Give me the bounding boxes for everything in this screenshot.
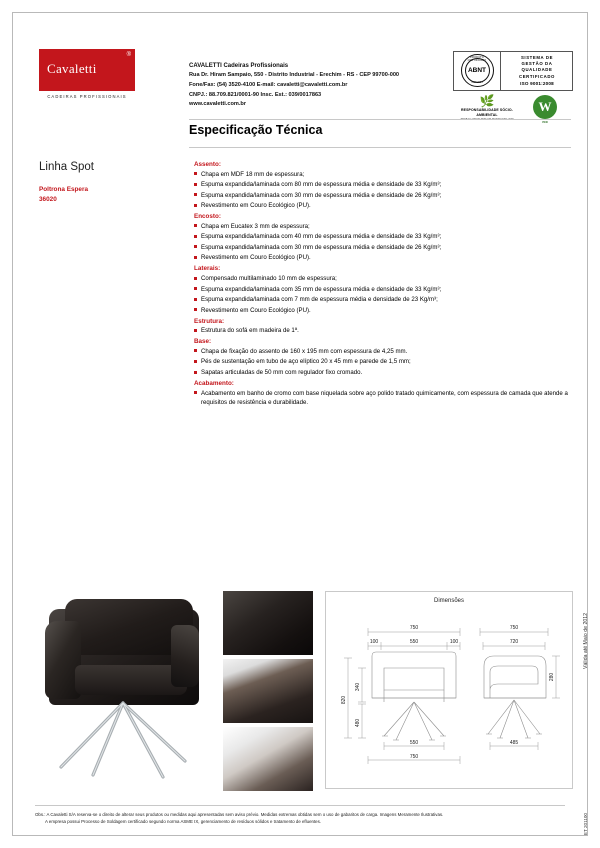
bullet-icon — [194, 172, 197, 175]
list-item — [189, 232, 577, 241]
socio-ambiental-sub: TRABALHAMOS POR UM MUNDO MELHOR — [460, 118, 514, 122]
header-divider-top — [189, 119, 571, 120]
bullet-icon — [194, 391, 197, 394]
list-item-text: Espuma expandida/laminada com 30 mm de espessura média e densidade de 26 Kg/m³; — [201, 243, 442, 251]
specification-list — [189, 161, 577, 408]
iso-line-3: QUALIDADE — [521, 67, 553, 73]
header-divider-bottom — [189, 147, 571, 148]
document-page — [12, 12, 588, 836]
list-item — [189, 306, 577, 315]
list-item — [189, 201, 577, 210]
list-item-text: Revestimento em Couro Ecológico (PU). — [201, 202, 311, 210]
bullet-icon — [194, 183, 197, 186]
w-badge-icon: W — [533, 95, 557, 119]
registered-icon: ® — [126, 52, 131, 58]
dim-front-side-right: 100 — [449, 639, 459, 645]
dim-front-side-left: 100 — [369, 639, 379, 645]
certification-badge — [453, 51, 573, 91]
list-item-text: Revestimento em Couro Ecológico (PU). — [201, 254, 311, 262]
dim-front-seat-height: 340 — [355, 682, 361, 692]
validity-label: Válida até Maio de 2012 — [583, 613, 589, 669]
bullet-icon — [194, 277, 197, 280]
iso-certification-text — [500, 52, 572, 90]
product-line: Linha Spot — [39, 161, 94, 173]
w-badge-caption: eco — [542, 120, 548, 124]
dimensions-title: Dimensões — [433, 598, 464, 604]
dim-front-floor-width: 750 — [409, 754, 419, 760]
dim-side-height: 280 — [549, 672, 555, 682]
page-title: Especificação Técnica — [189, 123, 323, 137]
list-item-text: Chapa em Eucatex 3 mm de espessura; — [201, 222, 310, 230]
list-item — [189, 253, 577, 262]
list-item-text: Estrutura do sofá em madeira de 1ª. — [201, 327, 299, 335]
section-title-encosto: Encosto: — [194, 213, 221, 221]
abnt-seal-top-text: PRODUTO CERTIFICADO — [467, 56, 487, 62]
logo-brand-text: Cavaletti — [47, 61, 97, 76]
bullet-icon — [194, 224, 197, 227]
leaf-icon: 🌿 — [479, 94, 495, 108]
company-address: Rua Dr. Hiram Sampaio, 550 - Distrito Industrial - Erechim - RS - CEP 99700-000 — [189, 72, 400, 79]
bullet-icon — [194, 349, 197, 352]
dim-side-depth: 750 — [509, 625, 519, 631]
footer-divider — [35, 805, 565, 806]
list-item — [189, 243, 577, 252]
company-info — [189, 61, 469, 110]
list-item-text: Sapatas articuladas de 50 mm com regulador fixo cromado. — [201, 368, 363, 376]
section-title-laterais: Laterais: — [194, 265, 221, 273]
bullet-icon — [194, 308, 197, 311]
dim-side-base-depth: 485 — [509, 740, 519, 746]
list-item — [189, 170, 577, 179]
product-name: Poltrona Espera — [39, 186, 89, 193]
product-photo-detail-3 — [223, 727, 313, 791]
list-item — [189, 368, 577, 377]
socio-ambiental-badge — [455, 95, 519, 121]
list-item-text: Espuma expandida/laminada com 35 mm de espessura média e densidade de 33 Kg/m³; — [201, 285, 442, 293]
list-item — [189, 285, 577, 294]
list-item — [189, 180, 577, 189]
logo-mark — [39, 49, 135, 91]
list-item — [189, 389, 577, 407]
dim-front-base-height: 480 — [355, 718, 361, 728]
technical-drawing-svg — [332, 610, 566, 782]
bullet-icon — [194, 371, 197, 374]
company-contact: Fone/Fax: (54) 3520-4100 E-mail: cavaletti@cavaletti.com.br — [189, 81, 348, 88]
product-photo-detail-1 — [223, 591, 313, 655]
list-item — [189, 347, 577, 356]
logo-tagline: CADEIRAS PROFISSIONAIS — [47, 94, 127, 99]
abnt-seal-label: ABNT — [467, 66, 487, 74]
bullet-icon — [194, 287, 197, 290]
iso-line-1: SISTEMA DE — [520, 55, 554, 60]
iso-line-4: CERTIFICADO — [519, 73, 555, 79]
bullet-icon — [194, 329, 197, 332]
bullet-icon — [194, 193, 197, 196]
dim-front-base-width: 550 — [409, 740, 419, 746]
bullet-icon — [194, 245, 197, 248]
dim-side-seat-depth: 720 — [509, 639, 519, 645]
dim-front-total-height: 820 — [341, 695, 347, 705]
bullet-icon — [194, 256, 197, 259]
product-photo-detail-2 — [223, 659, 313, 723]
list-item — [189, 326, 577, 335]
company-cnpj: CNPJ.: 88.709.821/0001-90 Insc. Est.: 039/0017863 — [189, 91, 322, 98]
list-item-text: Espuma expandida/laminada com 30 mm de espessura média e densidade de 26 Kg/m³; — [201, 191, 442, 199]
list-item-text: Chapa de fixação do assento de 160 x 195 mm com espessura de 4,25 mm. — [201, 347, 408, 355]
dimensions-panel — [325, 591, 573, 789]
company-name: CAVALETTI Cadeiras Profissionais — [189, 63, 289, 69]
list-item — [189, 295, 577, 304]
iso-line-2: GESTÃO DA — [521, 61, 553, 67]
product-photo-main — [35, 591, 215, 787]
dim-front-inner-width: 550 — [409, 639, 419, 645]
footer-note-line1: Obs.: A Cavaletti S/A reserva-se o direito de alterar seus produtos ou medidas aqui apresentadas sem aviso prévio. Medidas extremas obtidas sem o uso de gabaritos de carga. Imagens Meramente Ilustrativas. — [35, 812, 444, 817]
footer-note — [35, 811, 567, 825]
section-title-estrutura: Estrutura: — [194, 317, 225, 325]
bullet-icon — [194, 204, 197, 207]
bullet-icon — [194, 235, 197, 238]
abnt-seal-bottom-text: OCP 0004 — [471, 80, 483, 84]
section-title-base: Base: — [194, 338, 212, 346]
list-item-text: Compensado multilaminado 10 mm de espessura; — [201, 274, 337, 282]
document-header — [13, 13, 587, 137]
dim-front-total-width: 750 — [409, 625, 419, 631]
list-item-text: Espuma expandida/laminada com 7 mm de espessura média e densidade de 23 Kg/m³; — [201, 296, 438, 304]
list-item — [189, 222, 577, 231]
bullet-icon — [194, 298, 197, 301]
socio-ambiental-label: RESPONSABILIDADE SÓCIO-AMBIENTAL — [461, 108, 513, 117]
product-name-block — [39, 185, 88, 205]
list-item-text: Espuma expandida/laminada com 40 mm de espessura média e densidade de 33 Kg/m³; — [201, 233, 442, 241]
footer-note-line2: A empresa possui Processo de Soldagem certificado segundo norma ASME IX, gerenciamento de resíduos sólidos e tratamento de efluentes. — [45, 819, 322, 825]
cavaletti-logo — [39, 49, 135, 101]
list-item-text: Acabamento em banho de cromo com base niquelada sobre aço polido tratado quimicamente, com espessura de camada que atende a requisitos de resistência e durabilidade. — [201, 389, 568, 406]
dimension-drawing — [332, 610, 566, 782]
list-item — [189, 191, 577, 200]
list-item-text: Revestimento em Couro Ecológico (PU). — [201, 306, 311, 314]
document-code-label: ET 201100 — [583, 813, 588, 836]
chair-base-legs — [35, 591, 215, 787]
abnt-seal-icon — [454, 52, 500, 88]
bullet-icon — [194, 360, 197, 363]
list-item — [189, 357, 577, 366]
product-code: 36020 — [39, 195, 57, 203]
section-title-acabamento: Acabamento: — [194, 380, 234, 388]
list-item-text: Espuma expandida/laminada com 80 mm de espessura média e densidade de 33 Kg/m³; — [201, 181, 442, 189]
list-item — [189, 274, 577, 283]
company-website[interactable]: www.cavaletti.com.br — [189, 101, 246, 108]
iso-standard-label: ISO 9001:2008 — [520, 80, 554, 86]
list-item-text: Chapa em MDF 18 mm de espessura; — [201, 170, 305, 178]
list-item-text: Pés de sustentação em tubo de aço elíptico 20 x 45 mm e parede de 1,5 mm; — [201, 358, 411, 366]
section-title-assento: Assento: — [194, 161, 221, 168]
